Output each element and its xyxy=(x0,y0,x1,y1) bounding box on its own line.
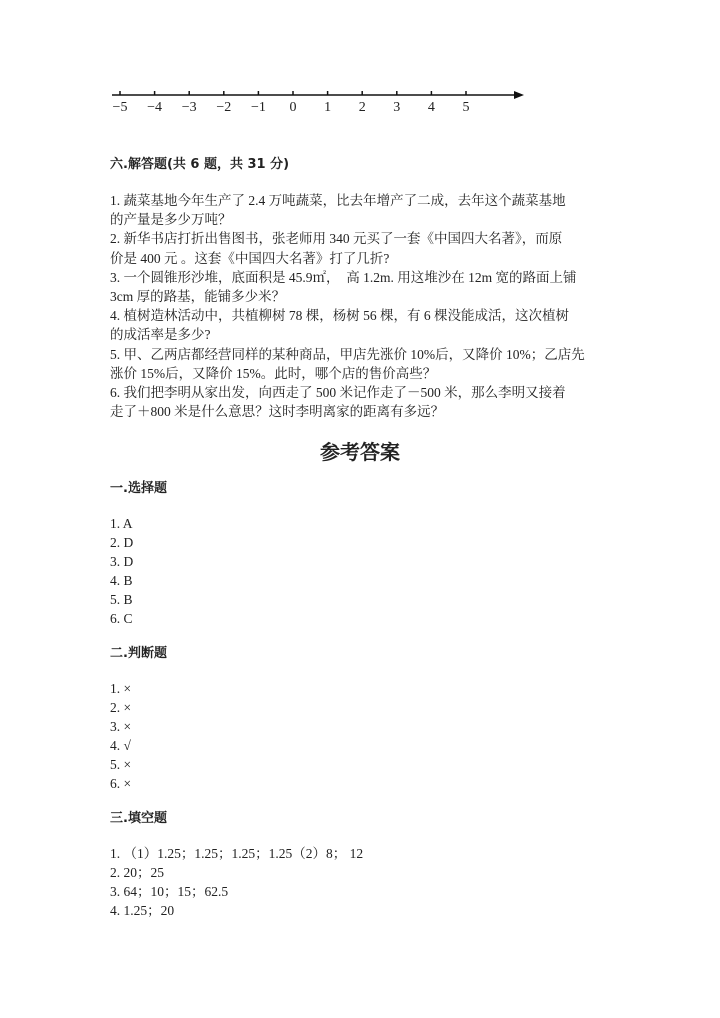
answer-item: 5. × xyxy=(110,757,132,772)
question-line: 价是 400 元 。这套《中国四大名著》打了几折? xyxy=(110,250,390,266)
tick-label: 0 xyxy=(289,100,297,115)
answer-item: 3. D xyxy=(110,554,134,569)
answer-item: 3. 64；10；15；62.5 xyxy=(110,884,229,899)
answer-item: 4. 1.25；20 xyxy=(110,903,175,918)
section6-heading: 六.解答题(共 6 题，共 31 分) xyxy=(110,157,290,172)
question-line: 5. 甲、乙两店都经营同样的某种商品，甲店先涨价 10%后，又降价 10%；乙店先 xyxy=(110,346,585,362)
tick-label: −3 xyxy=(181,100,197,115)
tick-label: 4 xyxy=(427,100,435,115)
question-line: 的成活率是多少? xyxy=(110,327,211,343)
tick-label: −1 xyxy=(250,100,266,115)
answer-item: 6. × xyxy=(110,776,132,791)
tick-label: 2 xyxy=(358,100,366,115)
answer-item: 2. × xyxy=(110,700,132,715)
tick-label: −4 xyxy=(147,100,163,115)
answer-item: 3. × xyxy=(110,719,132,734)
answer-section-choice xyxy=(110,479,167,628)
answer-section-heading: 三.填空题 xyxy=(110,811,167,826)
tick-label: −2 xyxy=(216,100,232,115)
answer-item: 4. √ xyxy=(110,738,131,753)
question-list xyxy=(110,191,585,421)
question-line: 的产量是多少万吨？ xyxy=(110,212,232,228)
answer-item: 5. B xyxy=(110,592,133,607)
answer-section-fill xyxy=(110,809,363,920)
answer-item: 2. D xyxy=(110,535,134,550)
answer-item: 1. A xyxy=(110,516,133,531)
answer-item: 6. C xyxy=(110,611,133,626)
answers-title: 参考答案 xyxy=(320,440,400,464)
tick-label: 5 xyxy=(462,100,470,115)
answer-item: 1. × xyxy=(110,681,132,696)
question-line: 3. 一个圆锥形沙堆，底面积是 45.9㎡， 高 1.2m. 用这堆沙在 12m 宽的路面上铺 xyxy=(110,269,577,285)
answer-section-heading: 二.判断题 xyxy=(110,646,167,661)
question-line: 6. 我们把李明从家出发，向西走了 500 米记作走了－500 米，那么李明又接着 xyxy=(110,384,566,400)
tick-label: 3 xyxy=(393,100,401,115)
answer-item: 2. 20；25 xyxy=(110,865,164,880)
question-line: 2. 新华书店打折出售图书，张老师用 340 元买了一套《中国四大名著》，而原 xyxy=(110,231,563,247)
question-line: 走了＋800 米是什么意思？这时李明离家的距离有多远？ xyxy=(110,404,445,420)
tick-label: −5 xyxy=(112,100,128,115)
answer-section-heading: 一.选择题 xyxy=(110,481,167,496)
tick-label: 1 xyxy=(324,100,332,115)
answer-item: 1. （1）1.25；1.25；1.25；1.25（2）8； 12 xyxy=(110,846,364,861)
answer-item: 4. B xyxy=(110,573,133,588)
answer-section-judge xyxy=(110,644,167,793)
question-line: 1. 蔬菜基地今年生产了 2.4 万吨蔬菜，比去年增产了二成，去年这个蔬菜基地 xyxy=(110,193,566,208)
question-line: 3cm 厚的路基，能铺多少米？ xyxy=(110,288,286,304)
question-line: 4. 植树造林活动中，共植柳树 78 棵，杨树 56 棵，有 6 棵没能成活，这次植树 xyxy=(110,308,569,324)
question-line: 涨价 15%后，又降价 15%。此时，哪个店的售价高些？ xyxy=(110,365,437,381)
number-line xyxy=(110,84,530,124)
